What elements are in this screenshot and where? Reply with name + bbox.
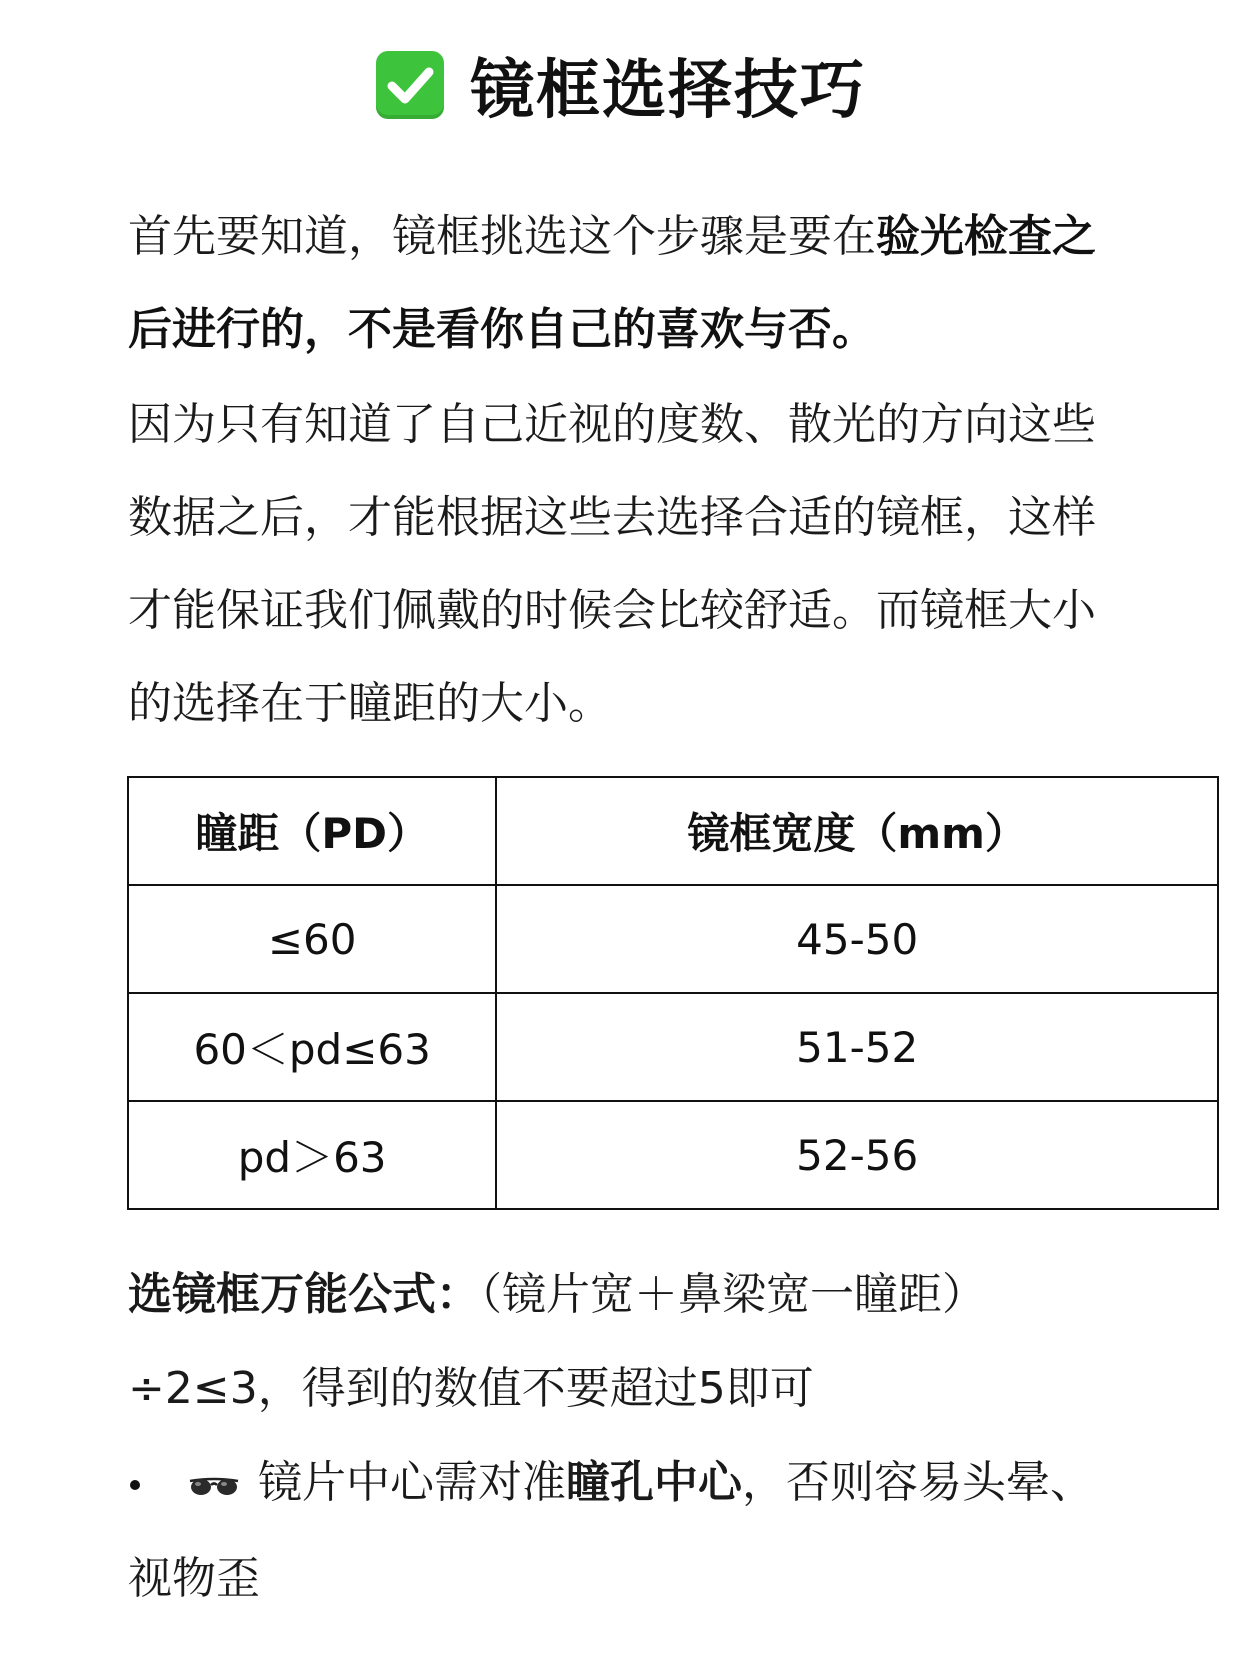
cell-pd: pd＞63	[128, 1101, 496, 1209]
cell-frame-width: 52-56	[496, 1101, 1218, 1209]
tip-text-1: 镜片中心需对准	[258, 1457, 566, 1508]
table-row	[128, 885, 1218, 993]
formula-label: 选镜框万能公式：	[128, 1269, 480, 1320]
cell-frame-width: 45-50	[496, 885, 1218, 993]
pd-frame-width-table	[127, 776, 1219, 1210]
header-pd: 瞳距（PD）	[128, 777, 496, 885]
check-mark-button-icon	[376, 51, 444, 119]
tip-bold-text: 瞳孔中心	[566, 1457, 742, 1508]
intro-text: 首先要知道，镜框挑选这个步骤是要在	[128, 211, 876, 262]
intro-paragraph	[128, 190, 1128, 376]
page-title	[0, 40, 1242, 130]
table-row	[128, 993, 1218, 1101]
table-row	[128, 1101, 1218, 1209]
header-frame-width: 镜框宽度（mm）	[496, 777, 1218, 885]
body-paragraph	[128, 378, 1128, 750]
cell-frame-width: 51-52	[496, 993, 1218, 1101]
formula-text: （镜片宽＋鼻梁宽一瞳距）÷2≤3，得到的数值不要超过5即可	[128, 1269, 986, 1414]
cell-pd: 60＜pd≤63	[128, 993, 496, 1101]
cell-pd: ≤60	[128, 885, 496, 993]
title-text: 镜框选择技巧	[470, 54, 866, 128]
table-header-row	[128, 777, 1218, 885]
bullet-dot	[130, 1480, 140, 1490]
tip-text-2: ，否则容易头晕、视物歪	[128, 1457, 1094, 1604]
formula-paragraph	[128, 1248, 1128, 1436]
glasses-icon	[188, 1438, 240, 1532]
intro-bold-text: 验光检查之后进行的，不是看你自己的喜欢与否。	[128, 211, 1096, 355]
tip-bullet	[128, 1436, 1128, 1626]
body-text: 因为只有知道了自己近视的度数、散光的方向这些数据之后，才能根据这些去选择合适的镜框，这样才能保证我们佩戴的时候会比较舒适。而镜框大小的选择在于瞳距的大小。	[128, 399, 1096, 729]
